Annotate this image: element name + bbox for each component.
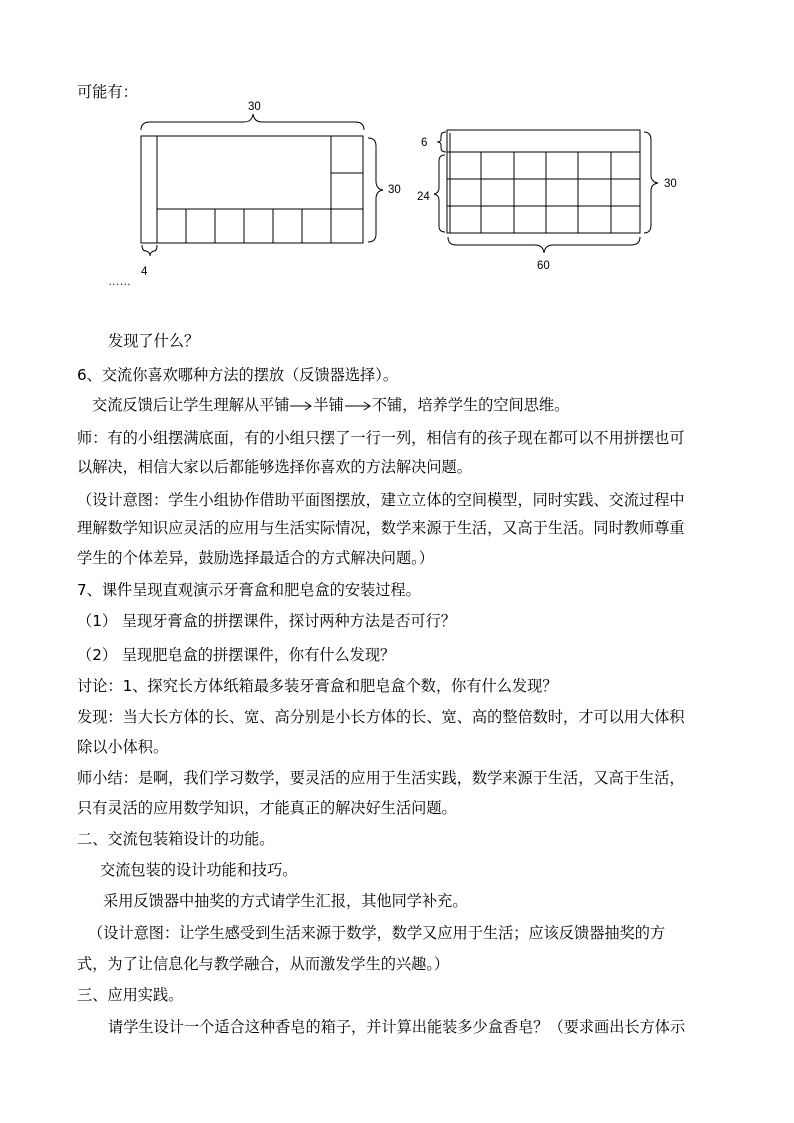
section-3-heading: 三、应用实践。 bbox=[77, 986, 184, 1004]
paragraph-line: 除以小体积。 bbox=[77, 738, 169, 756]
left-top-label: 30 bbox=[248, 101, 261, 113]
sub-item-1: （1） 呈现牙膏盒的拼摆课件，探讨两种方法是否可行？ bbox=[77, 612, 456, 630]
brace-6 bbox=[437, 132, 446, 152]
paragraph-line: 交流包装的设计功能和技巧。 bbox=[100, 861, 298, 879]
sub-item-2: （2） 呈现肥皂盒的拼摆课件，你有什么发现？ bbox=[77, 646, 396, 664]
section-2-heading: 二、交流包装箱设计的功能。 bbox=[77, 830, 275, 848]
paragraph-line: （设计意图：学生小组协作借助平面图摆放，建立立体的空间模型，同时实践、交流过程中 bbox=[77, 491, 685, 509]
left-layout-diagram bbox=[141, 114, 383, 256]
packing-diagrams bbox=[0, 0, 794, 300]
paragraph-line: 发现：当大长方体的长、宽、高分别是小长方体的长、宽、高的整倍数时，才可以用大体积 bbox=[77, 708, 685, 726]
ellipsis-text: …… bbox=[108, 276, 131, 288]
progression-line bbox=[92, 395, 569, 415]
paragraph-line: 式，为了让信息化与教学融合，从而激发学生的兴趣。） bbox=[77, 955, 450, 973]
paragraph-line: 请学生设计一个适合这种香皂的箱子，并计算出能装多少盒香皂？（要求画出长方体示 bbox=[108, 1018, 686, 1036]
paragraph-line: 师：有的小组摆满底面，有的小组只摆了一行一列，相信有的孩子现在都可以不用拼摆也可 bbox=[77, 429, 685, 447]
outer-rect bbox=[141, 136, 363, 243]
paragraph-line: 理解数学知识应灵活的应用与生活实际情况，数学来源于生活，又高于生活。同时教师尊重 bbox=[77, 519, 685, 537]
right-arrow-icon bbox=[344, 400, 372, 412]
right-right-label: 30 bbox=[664, 178, 677, 190]
discussion-line: 讨论：1、探究长方体纸箱最多装牙膏盒和肥皂盒个数，你有什么发现？ bbox=[77, 677, 558, 695]
paragraph-line: 师小结：是啊，我们学习数学，要灵活的应用于生活实践，数学来源于生活，又高于生活， bbox=[77, 769, 685, 787]
paragraph-line: 采用反馈器中抽奖的方式请学生汇报，其他同学补充。 bbox=[103, 892, 468, 910]
question-found: 发现了什么？ bbox=[108, 332, 200, 350]
left-bottom-label: 4 bbox=[141, 266, 148, 278]
small-brace bbox=[142, 245, 157, 256]
top-brace bbox=[141, 114, 364, 130]
paragraph-line: 以解决，相信大家以后都能够选择你喜欢的方法解决问题。 bbox=[77, 458, 472, 476]
paragraph-line: （设计意图：让学生感受到生活来源于数学，数学又应用于生活；应该反馈器抽奖的方 bbox=[88, 924, 666, 942]
right-arrow-icon bbox=[289, 400, 313, 412]
right-brace bbox=[368, 138, 383, 242]
progression-middle: 半铺 bbox=[313, 396, 344, 414]
brace-24 bbox=[434, 155, 445, 232]
label-24: 24 bbox=[417, 191, 430, 203]
bottom-brace bbox=[448, 237, 640, 253]
paragraph-line: 学生的个体差异，鼓励选择最适合的方式解决问题。） bbox=[77, 549, 434, 567]
step-7-heading: 7、课件呈现直观演示牙膏盒和肥皂盒的安装过程。 bbox=[77, 581, 421, 599]
paragraph-line: 只有灵活的应用数学知识，才能真正的解决好生活问题。 bbox=[77, 799, 457, 817]
right-bottom-label: 60 bbox=[537, 260, 550, 272]
step-6-heading: 6、交流你喜欢哪种方法的摆放（反馈器选择）。 bbox=[77, 366, 399, 384]
progression-suffix: 不铺，培养学生的空间思维。 bbox=[371, 396, 570, 414]
left-right-label: 30 bbox=[388, 184, 401, 196]
intro-text: 可能有： bbox=[77, 83, 138, 101]
label-6: 6 bbox=[421, 137, 428, 149]
right-brace bbox=[644, 132, 658, 233]
progression-prefix: 交流反馈后让学生理解从平铺 bbox=[92, 396, 290, 414]
right-layout-diagram bbox=[434, 130, 658, 253]
